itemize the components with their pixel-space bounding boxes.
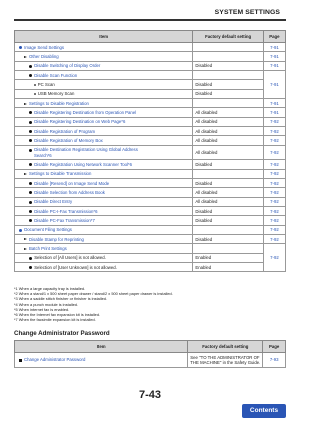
contents-button[interactable]: Contents [242,404,286,418]
default-value: Disabled [193,61,263,70]
col-default-header: Factory default setting [193,31,263,43]
footnote: *3 When a saddle stitch finisher or finisher is installed. [14,296,107,302]
square-bullet-icon [19,359,22,362]
page-link[interactable]: 7-92 [263,207,285,216]
col-item-header: Item [15,31,193,43]
link-disable-dest-reg-global-address[interactable] [29,147,190,157]
footnote: *6 When the Internet fax expansion kit is installed. [14,312,101,318]
diamond-bullet-icon [29,257,32,260]
page-number: 7-43 [138,389,162,401]
settings-table [14,30,286,272]
table-row [15,99,286,108]
page-link[interactable]: 7-92 [263,136,285,145]
table-row [15,43,286,52]
default-value [193,244,263,253]
table-row [15,263,286,272]
link-disable-reg-network-scanner[interactable]: Disable Registration Using Network Scanner Tool*6 [34,161,133,167]
page-link[interactable]: 7-92 [263,244,285,272]
table-row [15,353,286,368]
table-row [15,235,286,244]
diamond-bullet-icon [29,219,32,222]
table-header-row [15,31,286,43]
table-row [15,61,286,70]
dot-bullet-icon [34,84,36,86]
table-row [15,207,286,216]
diamond-bullet-icon [29,65,32,68]
footnote: *2 When a stand/1 x 500 sheet paper drawer / stand/2 x 500 sheet paper drawer is installed. [14,291,173,297]
table-row [15,197,286,206]
col-page-header: Page [263,31,285,43]
item-all-users-not-allowed: Selection of [All Users] is not allowed. [34,255,106,261]
page-link[interactable]: 7-93 [263,353,286,368]
default-value [193,169,263,178]
table-row [15,178,286,187]
table-row [15,136,286,145]
footnote: *4 When a punch module is installed. [14,301,79,307]
default-value: All disabled [193,108,263,117]
link-disable-reg-memory-box[interactable]: Disable Registration of Memory Box [34,138,103,144]
table-row [15,225,286,234]
link-change-admin-password[interactable]: Change Administrator Password [24,357,86,363]
page-link[interactable]: 7-91 [263,52,285,61]
default-value: Enabled [193,253,263,262]
default-value: All disabled [193,117,263,126]
page-link[interactable]: 7-91 [263,61,285,70]
page-link[interactable]: 7-92 [263,235,285,244]
default-value [193,52,263,61]
link-settings-disable-registration[interactable]: Settings to Disable Registration [29,100,89,106]
table-row [15,89,286,98]
default-line-1: See "TO THE ADMINISTRATOR OF [190,354,260,360]
default-value: All disabled [193,188,263,197]
diamond-bullet-icon [29,74,32,77]
default-value: Disabled [193,178,263,187]
table-row [15,188,286,197]
page-link[interactable]: 7-92 [263,117,285,126]
default-value [193,99,263,108]
table-row [15,216,286,225]
circle-bullet-icon [19,46,22,49]
item-pc-scan: PC Scan [37,81,55,87]
link-disable-scan-function[interactable]: Disable Scan Function [34,72,78,78]
link-line-2: Search*6 [34,152,52,158]
item-usb-memory-scan: USB Memory Scan [37,91,75,97]
link-disable-switching-display-order[interactable]: Disable Switching of Display Order [34,63,101,69]
diamond-bullet-icon [29,266,32,269]
page-link[interactable]: 7-92 [263,160,285,169]
footnote: *1 When a large capacity tray is installed. [14,286,86,291]
section-header-title: SYSTEM SETTINGS [214,9,280,16]
default-value: Enabled [193,263,263,272]
header-rule [14,19,286,21]
table-row [15,80,286,89]
link-batch-print-settings[interactable]: Batch Print Settings [29,245,67,251]
diamond-bullet-icon [29,210,32,213]
page-link[interactable]: 7-91 [263,43,285,52]
default-value: Disabled [193,207,263,216]
page-link[interactable]: 7-92 [263,178,285,187]
link-disable-reg-operation-panel[interactable]: Disable Registering Destination from Operation Panel [34,110,137,115]
table-row [15,145,286,160]
diamond-bullet-icon [29,111,32,114]
link-disable-reg-program[interactable]: Disable Registration of Program [34,128,96,134]
diamond-bullet-icon [29,139,32,142]
password-table [14,340,286,368]
page-header [0,0,300,22]
footnote: *7 When the facsimile expansion kit is installed. [14,317,96,323]
col-page-header: Page [263,341,286,353]
default-line-2: THE MACHINE" in the Safety Guide. [190,359,261,365]
link-disable-direct-entry[interactable]: Disable Direct Entry [34,199,73,205]
default-value [193,71,263,80]
section-title: Change Administrator Password [14,330,110,337]
table-row [15,160,286,169]
diamond-bullet-icon [29,121,32,124]
page-link[interactable]: 7-92 [263,197,285,206]
page-link[interactable]: 7-92 [263,225,285,234]
link-document-filing-settings[interactable]: Document Filing Settings [24,227,72,233]
page-link[interactable]: 7-91 [263,108,285,117]
default-value [188,353,263,368]
triangle-bullet-icon [24,248,27,250]
page-link[interactable]: 7-92 [263,145,285,160]
default-value: Disabled [193,160,263,169]
link-disable-stamp-reprinting[interactable]: Disable Stamp for Reprinting [29,236,84,242]
triangle-bullet-icon [24,238,27,240]
page-link[interactable]: 7-92 [263,169,285,178]
triangle-bullet-icon [24,103,27,105]
page-link[interactable]: 7-91 [263,99,285,108]
default-value [193,43,263,52]
default-value: All disabled [193,145,263,160]
link-disable-resend[interactable]: Disable [Resend] on Image Send Mode [34,180,110,186]
page-link[interactable]: 7-92 [263,188,285,197]
default-value: Disabled [193,80,263,89]
page-link[interactable]: 7-92 [263,216,285,225]
diamond-bullet-icon [29,191,32,194]
footnote: *5 When internet fax is enabled. [14,306,70,312]
table-row [15,253,286,262]
circle-bullet-icon [19,229,22,232]
diamond-bullet-icon [29,149,32,152]
link-disable-pc-ifax[interactable]: Disable PC-I-Fax Transmission*6 [34,208,98,214]
table-row [15,244,286,253]
table-row [15,127,286,136]
default-value: Disabled [193,216,263,225]
footnotes [14,286,173,322]
page-link[interactable]: 7-91 [263,71,285,99]
col-default-header: Factory default setting [188,341,263,353]
link-image-send-settings[interactable]: Image Send Settings [24,44,65,50]
page-link[interactable]: 7-92 [263,127,285,136]
table-row [15,117,286,126]
table-row [15,71,286,80]
default-value: Disabled [193,235,263,244]
table-row [15,169,286,178]
col-item-header: Item [15,341,188,353]
diamond-bullet-icon [29,163,32,166]
table-header-row [15,341,286,353]
link-disable-reg-web-page[interactable]: Disable Registering Destination on Web Page*6 [34,119,126,125]
link-line-1: Disable Destination Registration Using Global Address [34,147,138,153]
default-value: All disabled [193,197,263,206]
table-row [15,52,286,61]
diamond-bullet-icon [29,130,32,133]
diamond-bullet-icon [29,182,32,185]
default-value: Disabled [193,89,263,98]
item-user-unknown-not-allowed: Selection of [User Unknown] is not allowed. [34,264,117,270]
link-disable-pc-fax[interactable]: Disable PC-Fax Transmission*7 [34,217,95,223]
triangle-bullet-icon [24,173,27,175]
dot-bullet-icon [34,93,36,95]
link-settings-disable-transmission[interactable]: Settings to Disable Transmission [29,171,92,177]
link-disable-selection-address-book[interactable]: Disable Selection from Address Book [34,189,105,195]
diamond-bullet-icon [29,201,32,204]
table-row [15,108,286,117]
default-value: All disabled [193,136,263,145]
default-value [193,225,263,234]
default-value: All disabled [193,127,263,136]
link-other-disabling[interactable]: Other Disabling [29,53,59,59]
triangle-bullet-icon [24,56,27,58]
